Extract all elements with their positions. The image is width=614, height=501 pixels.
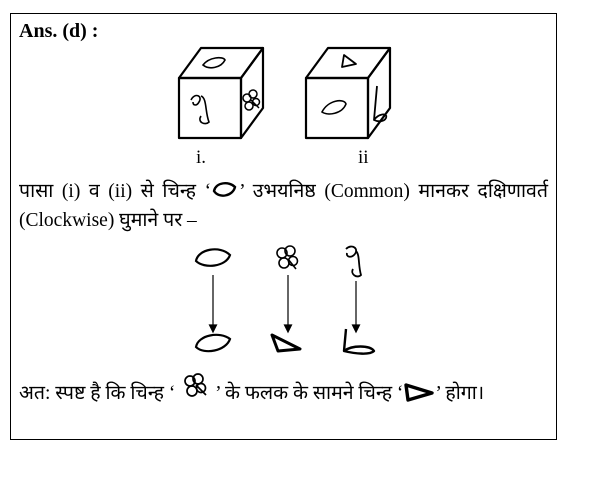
triangle-icon	[342, 55, 356, 67]
paragraph-text: ’ होगा।	[435, 383, 485, 404]
arrow-icon	[210, 275, 360, 332]
paragraph-text: पासा (i) व (ii) से चिन्ह ‘	[19, 181, 212, 202]
cube-figure-ii	[298, 42, 398, 142]
leaf-icon	[322, 101, 346, 114]
paragraph-text: अत: स्पष्ट है कि चिन्ह ‘	[19, 383, 181, 404]
paragraph-text: ’ उभयनिष्ठ (Common) मानकर दक्षिणावर्त (Clockwise) घुमाने पर –	[19, 181, 548, 231]
leaf-icon	[196, 335, 230, 351]
answer-heading: Ans. (d) :	[19, 20, 99, 42]
flower-icon	[243, 90, 260, 110]
flower-icon	[277, 246, 298, 269]
leaf-icon	[196, 249, 230, 265]
flower-icon	[180, 373, 210, 401]
figure-label-i: i.	[196, 147, 207, 168]
cube-figure-i	[171, 42, 271, 142]
triangle-icon	[272, 335, 300, 351]
leaf-icon	[203, 58, 225, 68]
explanation-paragraph	[19, 177, 548, 235]
hook-icon	[344, 329, 374, 354]
figure-label-ii: ii	[358, 147, 369, 168]
paragraph-text: ’ के फलक के सामने चिन्ह ‘	[210, 383, 404, 404]
conclusion-paragraph	[19, 373, 548, 408]
rotation-diagram	[186, 241, 386, 356]
answer-box	[10, 13, 557, 440]
triangle-icon	[403, 381, 435, 403]
squiggle-icon	[346, 247, 361, 277]
squiggle-icon	[191, 96, 209, 124]
leaf-icon	[211, 179, 239, 201]
